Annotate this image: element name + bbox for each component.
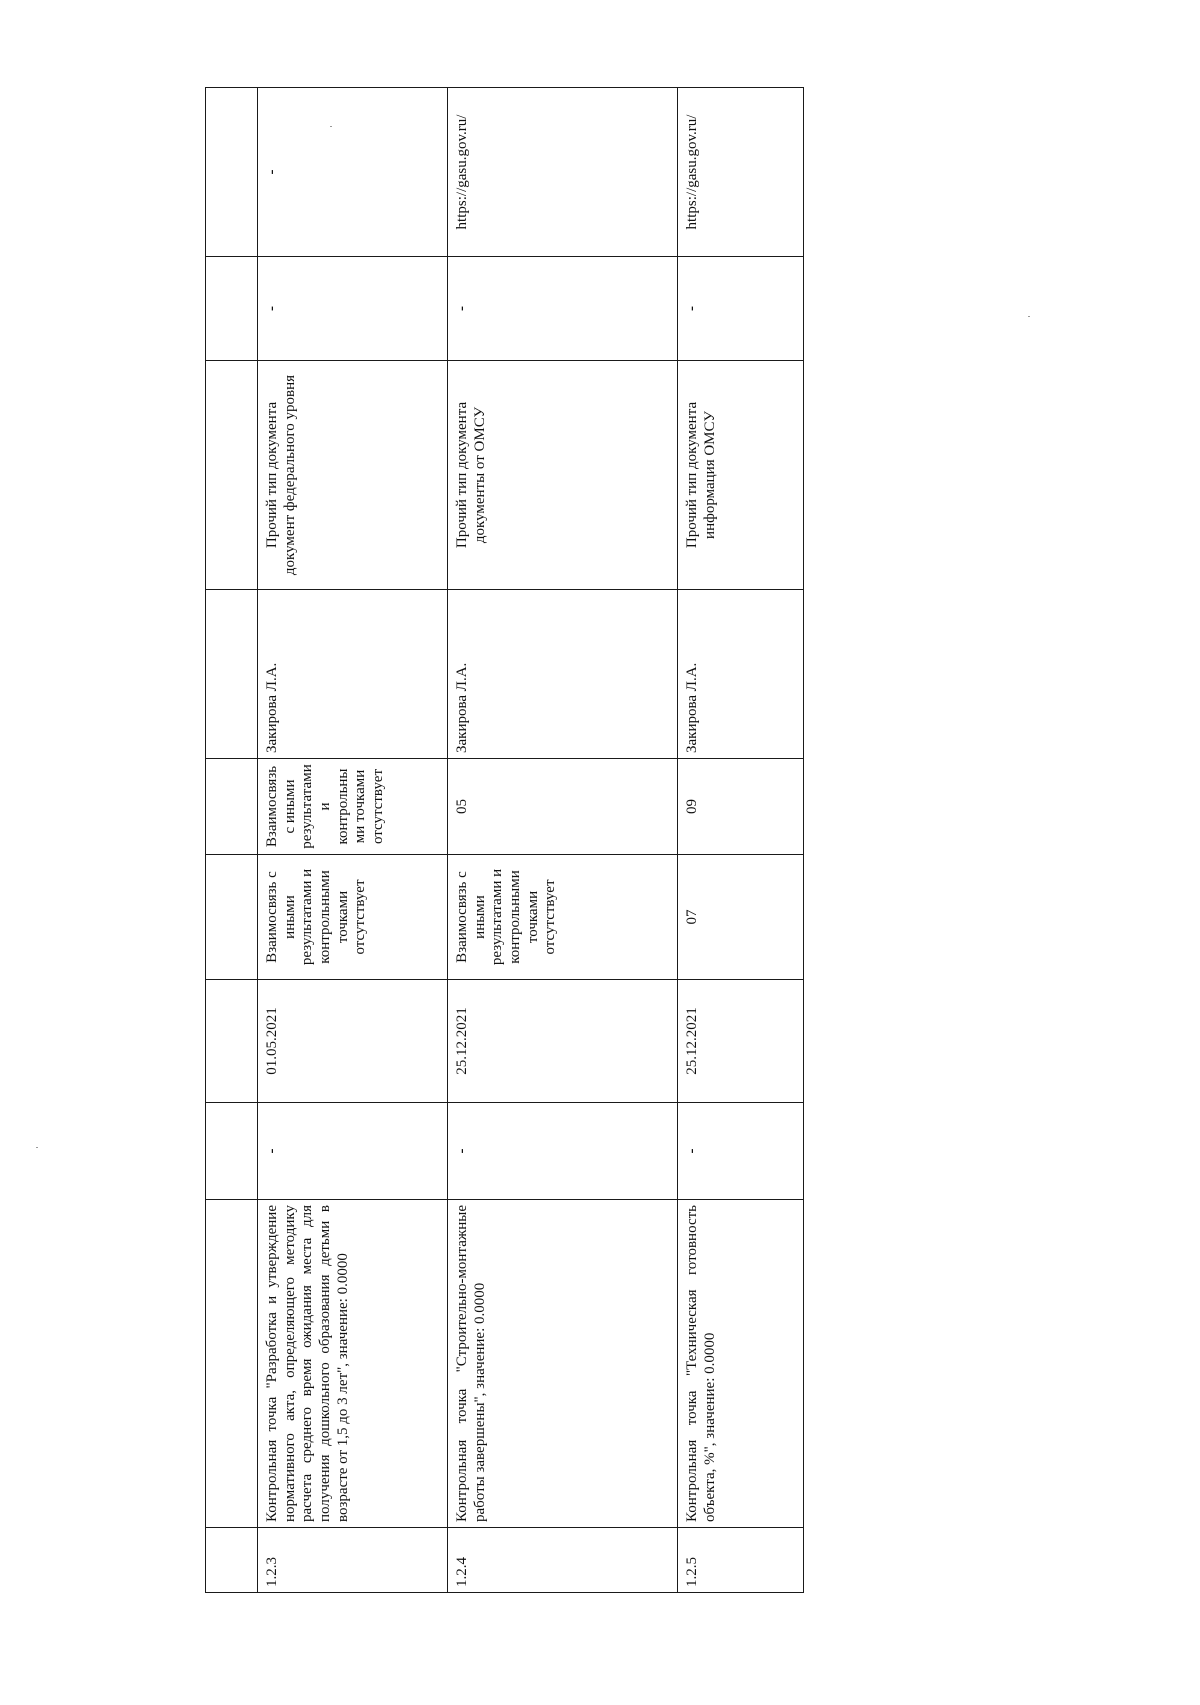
- empty-value: -: [258, 257, 448, 361]
- document-type: Прочий тип документа: [454, 401, 470, 549]
- table-row: [258, 88, 448, 1593]
- responsible-person: Закирова Л.А.: [258, 590, 448, 759]
- document-cell: [678, 361, 804, 590]
- header-cell: [206, 257, 258, 361]
- header-cell: [206, 361, 258, 590]
- table-row: [678, 88, 804, 1593]
- scan-speck: [330, 126, 332, 127]
- empty-value: -: [678, 1103, 804, 1200]
- predecessor-relation: 07: [678, 855, 804, 980]
- predecessor-relation: Взаимосвязь с иными результатами и контрольными точками отсутствует: [258, 855, 448, 980]
- responsible-person: Закирова Л.А.: [678, 590, 804, 759]
- empty-value: -: [258, 88, 448, 257]
- empty-value: -: [258, 1103, 448, 1200]
- empty-value: -: [448, 1103, 678, 1200]
- header-cell: [206, 980, 258, 1103]
- scan-speck: [36, 1147, 38, 1148]
- predecessor-relation: Взаимосвязь с иными результатами и контрольными точками отсутствует: [448, 855, 678, 980]
- rotated-table-frame: [205, 88, 803, 1593]
- scan-speck: [1028, 316, 1030, 317]
- document-name: информация ОМСУ: [701, 411, 718, 539]
- document-type: Прочий тип документа: [684, 401, 700, 549]
- row-number: 1.2.5: [678, 1528, 804, 1593]
- table-row: [448, 88, 678, 1593]
- document-cell: [258, 361, 448, 590]
- source-link[interactable]: https://gasu.gov.ru/: [678, 88, 804, 257]
- header-cell: [206, 1103, 258, 1200]
- document-type: Прочий тип документа: [264, 401, 280, 549]
- control-point-name: Контрольная точка "Разработка и утверждение нормативного акта, определяющего методику расчета среднего время ожидания места для получения дошкольного образования детьми в возрасте от 1,5 до 3 лет", значение: 0.0000: [258, 1200, 448, 1528]
- row-number: 1.2.4: [448, 1528, 678, 1593]
- empty-value: -: [678, 257, 804, 361]
- responsible-person: Закирова Л.А.: [448, 590, 678, 759]
- control-point-name: Контрольная точка "Техническая готовность объекта, %", значение: 0.0000: [678, 1200, 804, 1528]
- header-cell: [206, 1528, 258, 1593]
- due-date: 25.12.2021: [448, 980, 678, 1103]
- control-points-table: [205, 87, 804, 1593]
- control-point-name: Контрольная точка "Строительно-монтажные работы завершены", значение: 0.0000: [448, 1200, 678, 1528]
- due-date: 25.12.2021: [678, 980, 804, 1103]
- document-name: документы от ОМСУ: [471, 406, 488, 544]
- successor-relation: Взаимосвязь с иными результатами и контрольными точками отсутствует: [258, 759, 448, 855]
- successor-relation: 05: [448, 759, 678, 855]
- header-cell: [206, 88, 258, 257]
- row-number: 1.2.3: [258, 1528, 448, 1593]
- header-cell: [206, 855, 258, 980]
- document-name: документ федерального уровня: [281, 374, 298, 576]
- header-cell: [206, 590, 258, 759]
- header-cell: [206, 759, 258, 855]
- document-cell: [448, 361, 678, 590]
- source-link[interactable]: https://gasu.gov.ru/: [448, 88, 678, 257]
- empty-value: -: [448, 257, 678, 361]
- header-cell: [206, 1200, 258, 1528]
- table-header-stub-row: [206, 88, 258, 1593]
- successor-relation: 09: [678, 759, 804, 855]
- due-date: 01.05.2021: [258, 980, 448, 1103]
